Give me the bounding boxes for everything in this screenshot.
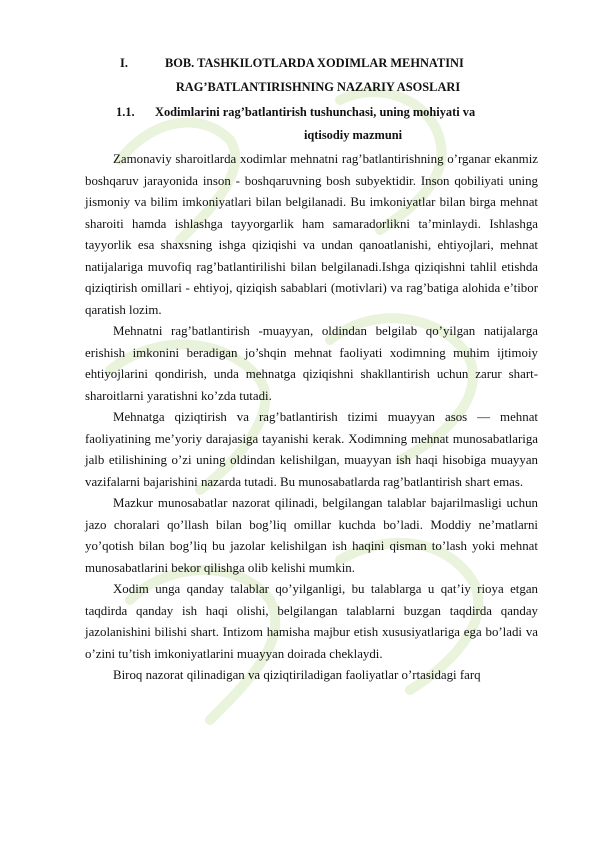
paragraph: Mazkur munosabatlar nazorat qilinadi, belgilangan talablar bajarilmasligi uchun jazo choralari qo’llash bilan bog’liq omillar kuchda bo’ladi. Moddiy ne’matlarni yo’qotish bilan bog’liq bu jazolar kelishilgan ish haqini qisman to’lash yoki mehnat munosabatlarini bekor qilishga olib kelishi mumkin.: [85, 496, 538, 575]
chapter-title-line2: RAG’BATLANTIRISHNING NAZARIY ASOSLARI: [175, 80, 461, 94]
chapter-number: I.: [120, 56, 128, 70]
paragraph: Mehnatni rag’batlantirish -muayyan, oldindan belgilab qo’yilgan natijalarga erishish imkonini beradigan jo’shqin mehnat faoliyati xodimning muhim ijtimoiy ehtiyojlarini qondirish, unda mehnatga qiziqishni shakllantirish uchun zarur shart- sharoitlarni yaratishni ko’zda tutadi.: [85, 324, 538, 403]
paragraph: Mehnatga qiziqtirish va rag’batlantirish tizimi muayyan asos — mehnat faoliyatining me’yoriy darajasiga tayanishi kerak. Xodimning mehnat munosabatlariga jalb etilishining o’zi uning oldindan kelishilgan, muayyan ish haqi hisobiga muayyan vazifalarni bajarishini nazarda tutadi. Bu munosabatlarda rag’batlantirish shart emas.: [85, 410, 538, 489]
paragraph: Xodim unga qanday talablar qo’yilganligi, bu talablarga u qat’iy rioya etgan taqdirda qanday ish haqi olishi, belgilangan talablarni buzgan taqdirda qanday jazolanishini bilishi shart. Intizom hamisha majbur etish xususiyatlariga ega bo’ladi va o’zini tu’tish imkoniyatlarini muayyan doirada cheklaydi.: [85, 582, 538, 661]
section-title-line1: Xodimlarini rag’batlantirish tushunchasi, uning mohiyati va: [155, 105, 476, 119]
body-text: [85, 149, 538, 687]
paragraph: Biroq nazorat qilinadigan va qiziqtiriladigan faoliyatlar o’rtasidagi farq: [113, 668, 481, 682]
chapter-title-line1: BOB. TASHKILOTLARDA XODIMLAR MEHNATINI: [165, 56, 464, 70]
paragraph: Zamonaviy sharoitlarda xodimlar mehnatni rag’batlantirishning o’rganar ekanmiz boshqaruv jarayonida inson - boshqaruvning bosh subyektidir. Inson qobiliyati uning jismoniy va bilim imkoniyatlari bilan belgilanadi. Bu imkoniyatlar bilan birga mehnat sharoiti hamda ishlashga tayyorgarlik ham samaradorlikni ta’minlaydi. Ishlashga tayyorlik esa shaxsning ishga qiziqishi va undan qanoatlanishi, ehtiyojlari, mehnat natijalariga muvofiq rag’batlantirilishi bilan belgilanadi.Ishga qiziqishni tahlil etishda qiziqtirish omillari - ehtiyoj, qiziqish sabablari (motivlari) va rag’batiga alohida e’tibor qaratish lozim.: [85, 152, 538, 317]
section-title-line2: iqtisodiy mazmuni: [303, 128, 403, 142]
section-number: 1.1.: [116, 105, 135, 119]
